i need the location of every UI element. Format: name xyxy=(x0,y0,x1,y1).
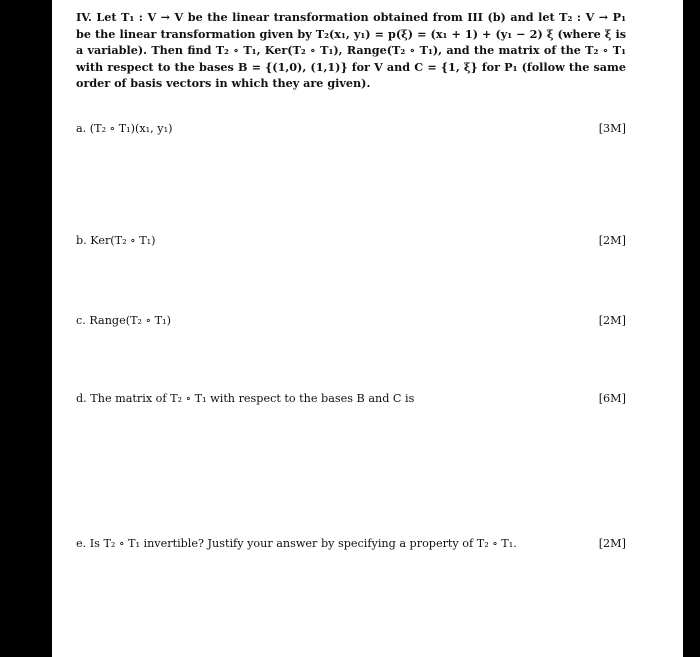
question-statement: IV. Let T₁ : V → V be the linear transformation obtained from III (b) and let T₂ : V → P₁ be the linear transformation given by T₂(x₁, y₁) = p(ξ) = (x₁ + 1) + (y₁ − 2) ξ (where ξ is a variable). Then find T₂ ∘ T₁, Ker(T₂ ∘ T₁), Range(T₂ ∘ T₁), and the matrix of the T₂ ∘ T₁ with respect to the bases B = {(1,0), (1,1)} for V and C = {1, ξ} for P₁ (follow the same order of basis vectors in which they are given). xyxy=(76,10,626,90)
part-a-marks: [3M] xyxy=(598,122,626,135)
part-e-marks: [2M] xyxy=(598,537,626,550)
part-a-text: a. (T₂ ∘ T₁)(x₁, y₁) xyxy=(76,122,173,135)
part-d-marks: [6M] xyxy=(598,392,626,405)
part-b-marks: [2M] xyxy=(598,234,626,247)
part-b-text: b. Ker(T₂ ∘ T₁) xyxy=(76,234,156,247)
part-c-text: c. Range(T₂ ∘ T₁) xyxy=(76,314,171,327)
part-e-text: e. Is T₂ ∘ T₁ invertible? Justify your answer by specifying a property of T₂ ∘ T₁. xyxy=(76,537,517,550)
left-dark-border xyxy=(0,0,52,657)
right-dark-border xyxy=(683,0,700,657)
part-d-text: d. The matrix of T₂ ∘ T₁ with respect to the bases B and C is xyxy=(76,392,415,405)
part-c-marks: [2M] xyxy=(598,314,626,327)
